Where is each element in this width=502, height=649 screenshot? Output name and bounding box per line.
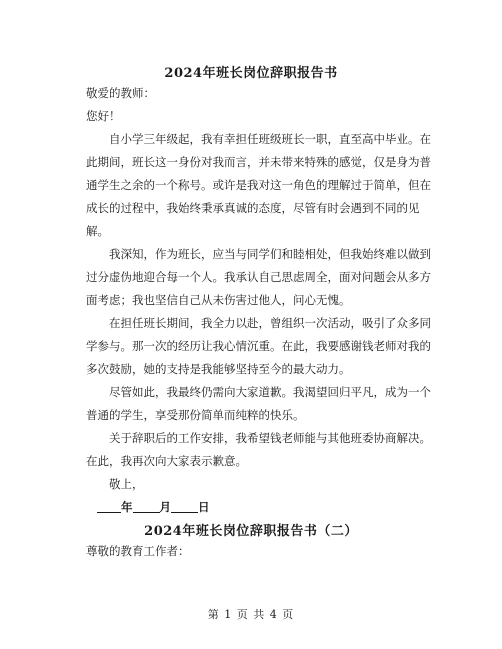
document-title: 2024年班长岗位辞职报告书 bbox=[164, 66, 338, 81]
greeting: 您好！ bbox=[86, 109, 121, 123]
body-line: 普通的学生，享受那份简单而纯粹的快乐。 bbox=[86, 408, 305, 422]
body-line: 我深知，作为班长，应当与同学们和睦相处，但我始终难以做到 bbox=[86, 247, 431, 261]
day-label: 日 bbox=[198, 500, 210, 514]
body-line: 尽管如此，我最终仍需向大家道歉。我渴望回归平凡，成为一个 bbox=[86, 385, 431, 399]
page-number: 第 1 页 共 4 页 bbox=[207, 608, 295, 621]
month-blank bbox=[133, 500, 160, 513]
second-title: 2024年班长岗位辞职报告书（二） bbox=[144, 524, 358, 539]
body-line: 过分虚伪地迎合每一个人。我承认自己思虑周全，面对问题会从多方 bbox=[86, 270, 431, 284]
body-line: 此期间，班长这一身份对我而言，并未带来特殊的感觉，仅是身为普 bbox=[86, 155, 431, 169]
day-blank bbox=[171, 500, 198, 513]
body-line: 关于辞职后的工作安排，我希望钱老师能与其他班委协商解决。 bbox=[86, 431, 431, 445]
body-line: 解。 bbox=[86, 224, 109, 238]
body-line: 在担任班长期间，我全力以赴，曾组织一次活动，吸引了众多同 bbox=[86, 316, 431, 330]
body-line: 面考虑；我也坚信自己从未伤害过他人，问心无愧。 bbox=[86, 293, 351, 307]
year-label: 年 bbox=[121, 500, 133, 514]
date-line bbox=[97, 499, 210, 515]
second-salutation: 尊敬的教育工作者： bbox=[86, 544, 190, 558]
body-line: 多次鼓励，她的支持是我能够坚持至今的最大动力。 bbox=[86, 362, 351, 376]
month-label: 月 bbox=[159, 500, 171, 514]
salutation: 敬爱的教师： bbox=[86, 86, 155, 100]
year-blank bbox=[97, 500, 121, 513]
body-line: 成长的过程中，我始终秉承真诚的态度，尽管有时会遇到不同的见 bbox=[86, 201, 420, 215]
body-line: 通学生之余的一个称号。或许是我对这一角色的理解过于简单，但在 bbox=[86, 178, 431, 192]
body-line: 在此，我再次向大家表示歉意。 bbox=[86, 454, 247, 468]
body-line: 自小学三年级起，我有幸担任班级班长一职，直至高中毕业。在 bbox=[86, 132, 431, 146]
closing: 敬上， bbox=[86, 477, 144, 491]
body-line: 学参与。那一次的经历让我心情沉重。在此，我要感谢钱老师对我的 bbox=[86, 339, 431, 353]
